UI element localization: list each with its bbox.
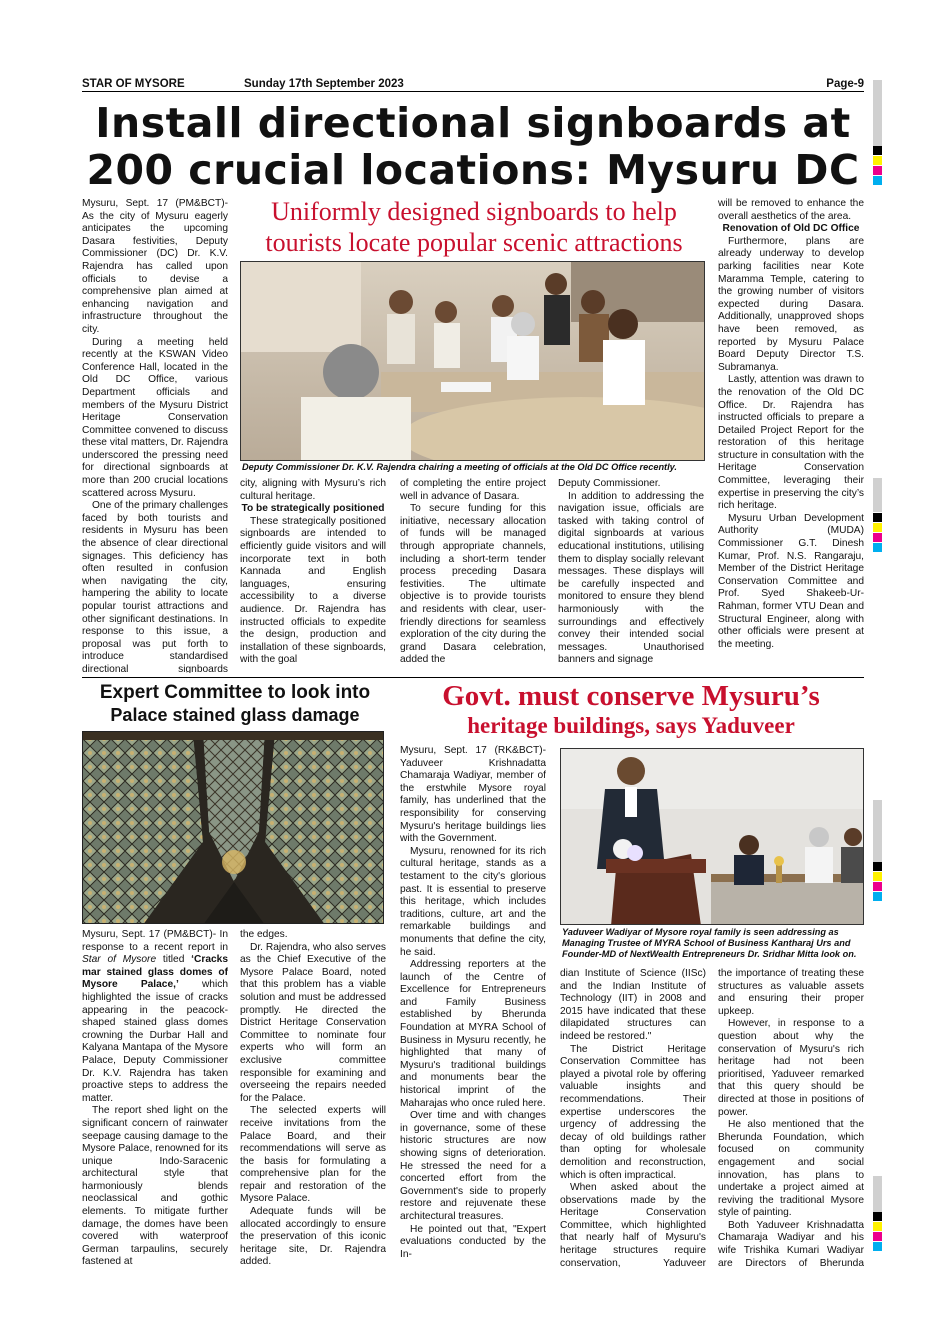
paragraph: He pointed out that, "Expert evaluations conducted by the In- — [400, 1223, 546, 1260]
story1-headline — [80, 100, 866, 194]
paragraph: the edges. — [240, 929, 288, 940]
paragraph: Dr. Rajendra, who also serves as the Chief Executive of the Mysore Palace Board, noted that this problem has a viable solution and must be addressed promptly. He directed the District Heritage Conservation Committee to nominate four experts who will form an exclusive committee responsible for examining and overseeing the repairs needed for the Palace. — [240, 941, 386, 1104]
paragraph: will be removed to enhance the overall aesthetics of the area. — [718, 198, 864, 222]
headline-line: Install directional signboards at — [95, 99, 851, 147]
headline-line: Govt. must conserve Mysuru’s — [442, 680, 820, 712]
story1-column-1 — [82, 198, 228, 673]
paragraph: dian Institute of Science (IISc) and the Indian Institute of Technology (IIT) in 2008 and 2015 have indicated that these dilapidated structures can indeed be restored." — [560, 968, 706, 1042]
paragraph: However, in response to a question about why the conservation of Mysuru's rich heritage had not been prioritised, Yaduveer remarked that this query should be directed at those in positions of power. — [718, 1018, 864, 1118]
story1-column-2 — [240, 478, 386, 673]
registration-mark-yellow — [873, 1222, 882, 1231]
headline-line: 200 crucial locations: Mysuru DC — [86, 146, 860, 194]
story3-column-1 — [400, 745, 546, 1269]
paragraph: Over time and with changes in governance, some of these historic structures are now showing signs of deterioration. He stressed the need for a concerted effort from the Government's side to properly restore and rejuvenate these architectural treasures. — [400, 1110, 546, 1222]
headline-line: Expert Committee to look into — [99, 682, 371, 703]
paragraph: the importance of treating these structures as valuable assets and ensuring their proper upkeep. — [718, 968, 864, 1017]
paragraph: When asked about the observations made by the Heritage Conservation Committee, which highlighted that nearly half of Mysuru's heritage structures require conservation, Yaduveer — [560, 1182, 706, 1269]
paragraph: To secure funding for this initiative, necessary allocation of funds will be managed through appropriate channels, including a short-term tender process preceding Dasara festivities. The ultimate objective is to provide tourists and residents with clear, user-friendly directions for seamless exploration of the city during the grand Dasara celebration, added the — [400, 503, 546, 666]
story2-headline — [80, 682, 390, 726]
deck-line: Uniformly designed signboards to help — [271, 197, 677, 226]
registration-mark-magenta — [873, 166, 882, 175]
registration-mark-black — [873, 513, 882, 522]
subheading: To be strategically positioned — [241, 503, 385, 515]
meeting-photo-image — [241, 262, 705, 461]
deck-line: tourists locate popular scenic attractions — [265, 228, 683, 257]
registration-mark-cyan — [873, 892, 882, 901]
lead-text: titled — [156, 954, 192, 966]
paragraph: He also mentioned that the Bherunda Foundation, which focused on community engagement and social innovation, has plans to undertake a project aimed at reviving the traditional Mysore style of painting. — [718, 1119, 864, 1219]
paragraph: city, aligning with Mysuru’s rich cultural heritage. — [240, 478, 386, 502]
story1-column-5 — [718, 198, 864, 673]
story3-column-3 — [718, 968, 864, 1269]
story1-column-3 — [400, 478, 546, 673]
registration-mark-black — [873, 1212, 882, 1221]
registration-mark-cyan — [873, 176, 882, 185]
masthead — [82, 78, 864, 92]
story3-headline — [395, 680, 867, 739]
paragraph: Furthermore, plans are already underway to develop parking facilities near Kote Maramma Temple, catering to the growing number of visitors expected during Dasara. Additionally, unapproved shops have been removed, as reported by Mysuru Palace Board Deputy Director T.S. Subramanya. — [718, 235, 864, 373]
story1-column-4 — [558, 478, 704, 673]
lead-text: Mysuru, Sept. 17 (PM&BCT)- In response to a recent report in — [82, 929, 228, 953]
paragraph: Addressing reporters at the launch of the Centre of Excellence for Entrepreneurs and Family Business established by Bherunda Foundation at MYRA School of Business in Mysuru recently, he highlighted that many of Mysuru's traditional buildings and monuments bear the historical imprint of the Maharajas who once ruled here. — [400, 959, 546, 1109]
paragraph — [82, 929, 228, 1105]
headline-line: Palace stained glass damage — [110, 705, 360, 725]
story3-column-2 — [560, 968, 706, 1269]
publication-name: Star of Mysore — [82, 954, 157, 966]
yaduveer-speech-photo — [560, 748, 864, 925]
registration-mark-magenta — [873, 882, 882, 891]
registration-mark-black — [873, 862, 882, 871]
registration-bar — [873, 1176, 882, 1212]
subheading: Renovation of Old DC Office — [722, 223, 860, 235]
story3-photo-caption: Yaduveer Wadiyar of Mysore royal family is seen addressing as Managing Trustee of MYRA School of Business Kantharaj Urs and Founder-MD of NextWealth Entrepreneurs Dr. Sridhar Mitta look on. — [562, 927, 857, 959]
paragraph: Adequate funds will be allocated accordingly to ensure the preservation of this iconic heritage site, Dr. Rajendra added. — [240, 1206, 386, 1268]
paragraph: of completing the entire project well in advance of Dasara. — [400, 478, 546, 502]
paragraph: Both Yaduveer Krishnadatta Chamaraja Wadiyar and his wife Trishika Kumari Wadiyar are Directors of Bherunda — [718, 1219, 864, 1269]
paragraph: Lastly, attention was drawn to the renovation of the Old DC Office. Dr. Rajendra has instructed officials to prepare a Detailed Project Report for the restoration of this heritage structure in consultation with the Heritage Conservation Committee, leveraging their expertise in preserving the city’s rich heritage. — [718, 374, 864, 512]
story1-photo-caption: Deputy Commissioner Dr. K.V. Rajendra chairing a meeting of officials at the Old DC Office recently. — [242, 462, 677, 472]
yaduveer-speech-image — [561, 749, 864, 925]
stained-glass-dome-photo — [82, 731, 384, 924]
story1-deck — [238, 196, 710, 258]
paragraph: The selected experts will receive invitations from the Palace Board, and their recommendations will serve as the basis for formulating a comprehensive plan for the repair and restoration of the Mysore Palace. — [240, 1105, 386, 1205]
registration-mark-cyan — [873, 543, 882, 552]
registration-mark-magenta — [873, 1232, 882, 1241]
story2-column-1 — [82, 929, 228, 1269]
registration-bar — [873, 800, 882, 862]
stained-glass-dome-image — [83, 732, 384, 924]
paper-name: STAR OF MYSORE — [82, 78, 185, 90]
lead-text: which highlighted the issue of cracks appearing in the peacock-shaped stained glass domes crowning the Durbar Hall and Kalyana Mantapa of the Mysore Palace, Deputy Commissioner Dr. K.V. Rajendra has taken proactive steps to address the matter. — [82, 979, 228, 1104]
paragraph: In addition to addressing the navigation issue, officials are tasked with taking control of digital signboards at various educational institutions, utilising them to display socially relevant messages. These displays will be carefully inspected and monitored to ensure they blend harmoniously with the surroundings and effectively convey their intended social messages. Unauthorised banners and signage — [558, 490, 704, 666]
page-number: Page-9 — [826, 78, 864, 90]
paragraph: These strategically positioned signboards are intended to efficiently guide visitors and will incorporate text in both Kannada and English languages, ensuring accessibility to a diverse audience. Dr. Rajendra has instructed officials to expedite the design, production and installation of these signboards, with the goal — [240, 515, 386, 666]
paragraph: Mysuru Urban Development Authority (MUDA) Commissioner G.T. Dinesh Kumar, Prof. N.S. Rangaraju, Member of the District Heritage Conservation Committee and Prof. Syed Shakeeb-Ur-Rahman, former VTU Dean and Structural Engineer, along with other officials were present at the meeting. — [718, 512, 864, 650]
paragraph: Mysuru, renowned for its rich cultural heritage, stands as a testament to the city's glorious past. It is essential to preserve this heritage, which includes traditions, culture, art and the remarkable buildings and monuments that define the city, he said. — [400, 845, 546, 958]
registration-bar — [873, 478, 882, 512]
story-divider — [82, 677, 864, 678]
headline-line: heritage buildings, says Yaduveer — [467, 713, 795, 738]
paragraph: Mysuru, Sept. 17 (RK&BCT)- Yaduveer Krishnadatta Chamaraja Wadiyar, member of the erstwhile Mysore royal family, has underlined that the responsibility for conserving Mysuru's heritage buildings lies with the Government. — [400, 745, 546, 845]
paragraph: The District Heritage Conservation Committee has played a pivotal role by offering valuable insights and recommendations. Their expertise underscores the urgency of addressing the decay of old buildings rather than opting for wholesale demolition and reconstruction, which is often impractical. — [560, 1043, 706, 1181]
report-title: ‘Cracks mar stained glass domes of Mysore Palace,’ — [82, 954, 228, 991]
paragraph: During a meeting held recently at the KSWAN Video Conference Hall, located in the Old DC Office, various Department officials and members of the Mysuru District Heritage Conservation Committee convened to discuss these vital matters, Dr. Rajendra underscored the pressing need for directional signboards at more than 200 crucial locations scattered across Mysuru. — [82, 336, 228, 499]
paragraph: One of the primary challenges faced by both tourists and residents in Mysuru has been the absence of clear directional signages. This deficiency has often resulted in confusion when navigating the city, hampering the ability to locate popular tourist attractions and other significant destinations. In response to this issue, a proposal was put forth to introduce standardised directional signboards — [82, 500, 228, 673]
registration-mark-black — [873, 146, 882, 155]
paragraph: Deputy Commissioner. — [558, 478, 661, 489]
registration-mark-cyan — [873, 1242, 882, 1251]
paragraph: The report shed light on the significant concern of rainwater seepage causing damage to the Mysore Palace, renowned for its unique Indo-Saracenic architectural style that harmoniously blends neoclassical and gothic elements. To mitigate further damage, the domes have been covered with waterproof German tarpaulins, securely fastened at — [82, 1105, 228, 1268]
registration-mark-yellow — [873, 523, 882, 532]
registration-mark-magenta — [873, 533, 882, 542]
paragraph: Mysuru, Sept. 17 (PM&BCT)- As the city of Mysuru eagerly anticipates the upcoming Dasara festivities, Deputy Commissioner (DC) Dr. K.V. Rajendra has called upon officials to devise a comprehensive plan aimed at enhancing navigation and infrastructure throughout the city. — [82, 198, 228, 335]
registration-bar — [873, 80, 882, 152]
story2-column-2 — [240, 929, 386, 1269]
meeting-photo — [240, 261, 705, 461]
registration-mark-yellow — [873, 872, 882, 881]
issue-date: Sunday 17th September 2023 — [244, 78, 404, 90]
registration-mark-yellow — [873, 156, 882, 165]
